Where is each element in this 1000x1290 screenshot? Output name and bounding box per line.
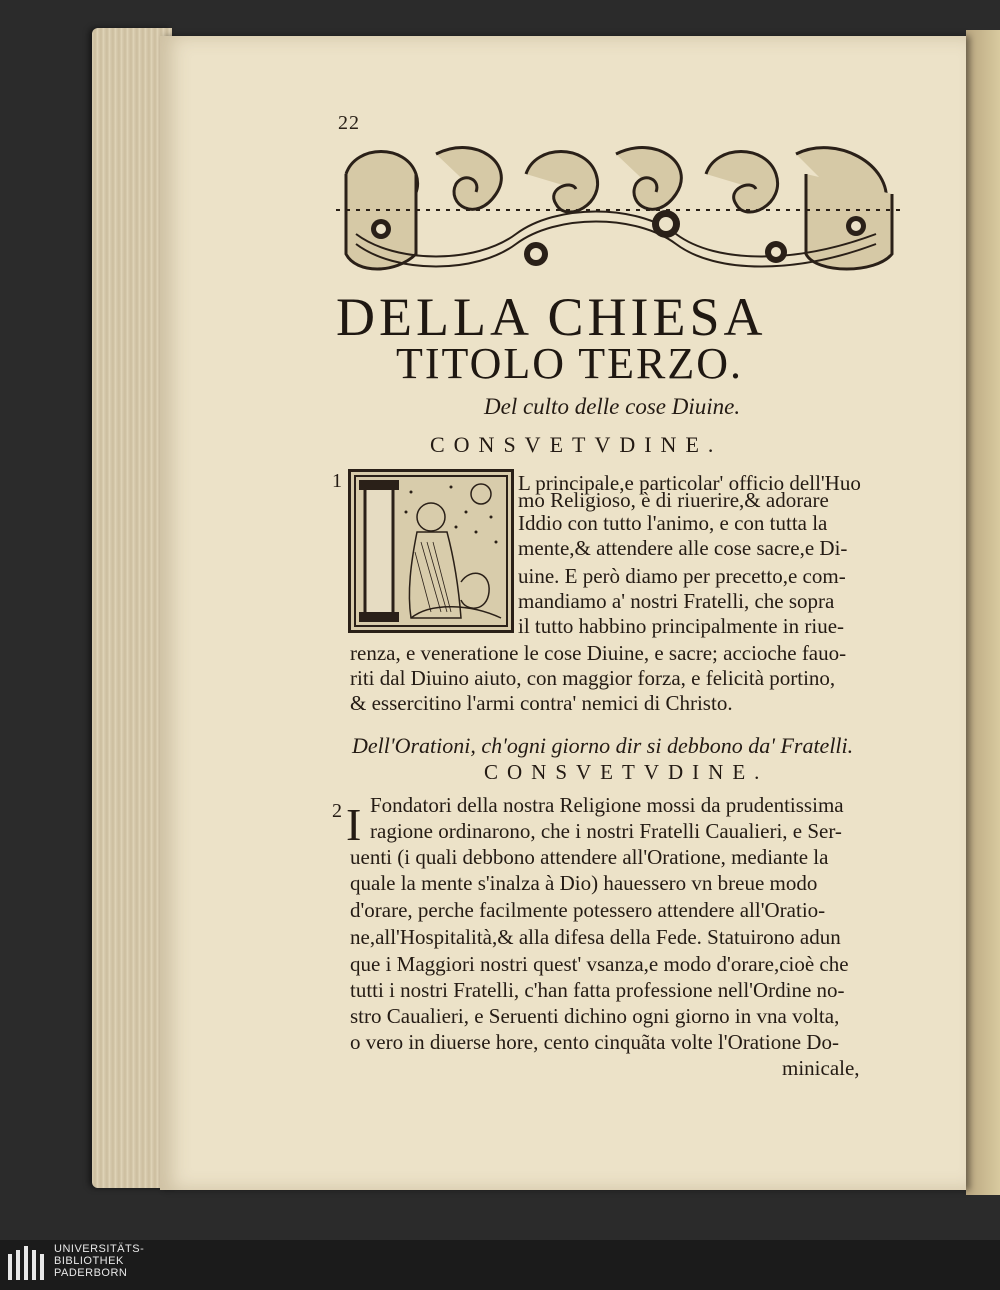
section-number-2: 2 bbox=[332, 800, 342, 822]
library-name-line-3: PADERBORN bbox=[54, 1267, 128, 1279]
text-line: mente,& attendere alle cose sacre,e Di- bbox=[518, 536, 848, 560]
text-line: que i Maggiori nostri quest' vsanza,e modo d'orare,cioè che bbox=[350, 952, 849, 976]
text-line: ragione ordinarono, che i nostri Fratelli Caualieri, e Ser- bbox=[370, 819, 842, 843]
text-line: uenti (i quali debbono attendere all'Oratione, mediante la bbox=[350, 845, 829, 869]
catchword: minicale, bbox=[782, 1056, 860, 1080]
text-line: tutti i nostri Fratelli, c'han fatta professione nell'Ordine no- bbox=[350, 978, 845, 1002]
text-line: ne,all'Hospitalità,& alla difesa della Fede. Statuirono adun bbox=[350, 925, 841, 949]
text-line: il tutto habbino principalmente in riue- bbox=[518, 614, 845, 638]
text-line: riti dal Diuino aiuto, con maggior forza, e felicità portino, bbox=[350, 666, 836, 690]
text-line: uine. E però diamo per precetto,e com- bbox=[518, 564, 846, 588]
text-line: L principale,e particolar' officio dell'Huo bbox=[518, 471, 861, 495]
library-name-line-1: UNIVERSITÄTS- bbox=[54, 1243, 145, 1255]
text-line: o vero in diuerse hore, cento cinquãta volte l'Oratione Do- bbox=[350, 1030, 839, 1054]
text-line: stro Caualieri, e Seruenti dichino ogni giorno in vna volta, bbox=[350, 1004, 840, 1028]
library-name-line-2: BIBLIOTHEK bbox=[54, 1255, 124, 1267]
text-line: mandiamo a' nostri Fratelli, che sopra bbox=[518, 589, 835, 613]
rubric-culto: Del culto delle cose Diuine. bbox=[484, 394, 741, 419]
chapter-title: DELLA CHIESA bbox=[336, 287, 767, 347]
woodcut-initial-I-icon bbox=[348, 469, 514, 633]
text-line: quale la mente s'inalza à Dio) hauessero vn breue modo bbox=[350, 871, 818, 895]
heading-consuetudine-2: CONSVETVDINE. bbox=[484, 760, 769, 784]
section-number-1: 1 bbox=[332, 470, 342, 492]
heading-consuetudine-1: CONSVETVDINE. bbox=[430, 432, 723, 457]
decorative-headpiece-icon bbox=[336, 134, 902, 286]
text-line: renza, e veneratione le cose Diuine, e sacre; accioche fauo- bbox=[350, 641, 847, 665]
library-logo-icon bbox=[8, 1246, 48, 1282]
text-line: d'orare, perche facilmente potessero attendere all'Oratio- bbox=[350, 898, 826, 922]
page-number: 22 bbox=[338, 112, 360, 134]
text-line: Iddio con tutto l'animo, e con tutta la bbox=[518, 511, 828, 535]
viewer-footer bbox=[0, 1240, 1000, 1290]
rubric-orationi: Dell'Orationi, ch'ogni giorno dir si debbono da' Fratelli. bbox=[352, 733, 854, 758]
text-line: Fondatori della nostra Religione mossi da prudentissima bbox=[370, 793, 844, 817]
chapter-subtitle: TITOLO TERZO. bbox=[396, 339, 743, 388]
library-name bbox=[54, 1243, 144, 1279]
facing-page-edge bbox=[966, 30, 1000, 1195]
text-line: & essercitino l'armi contra' nemici di Christo. bbox=[350, 691, 733, 715]
drop-cap: I bbox=[346, 799, 362, 850]
text-line: mo Religioso, è di riuerire,& adorare bbox=[518, 488, 829, 512]
